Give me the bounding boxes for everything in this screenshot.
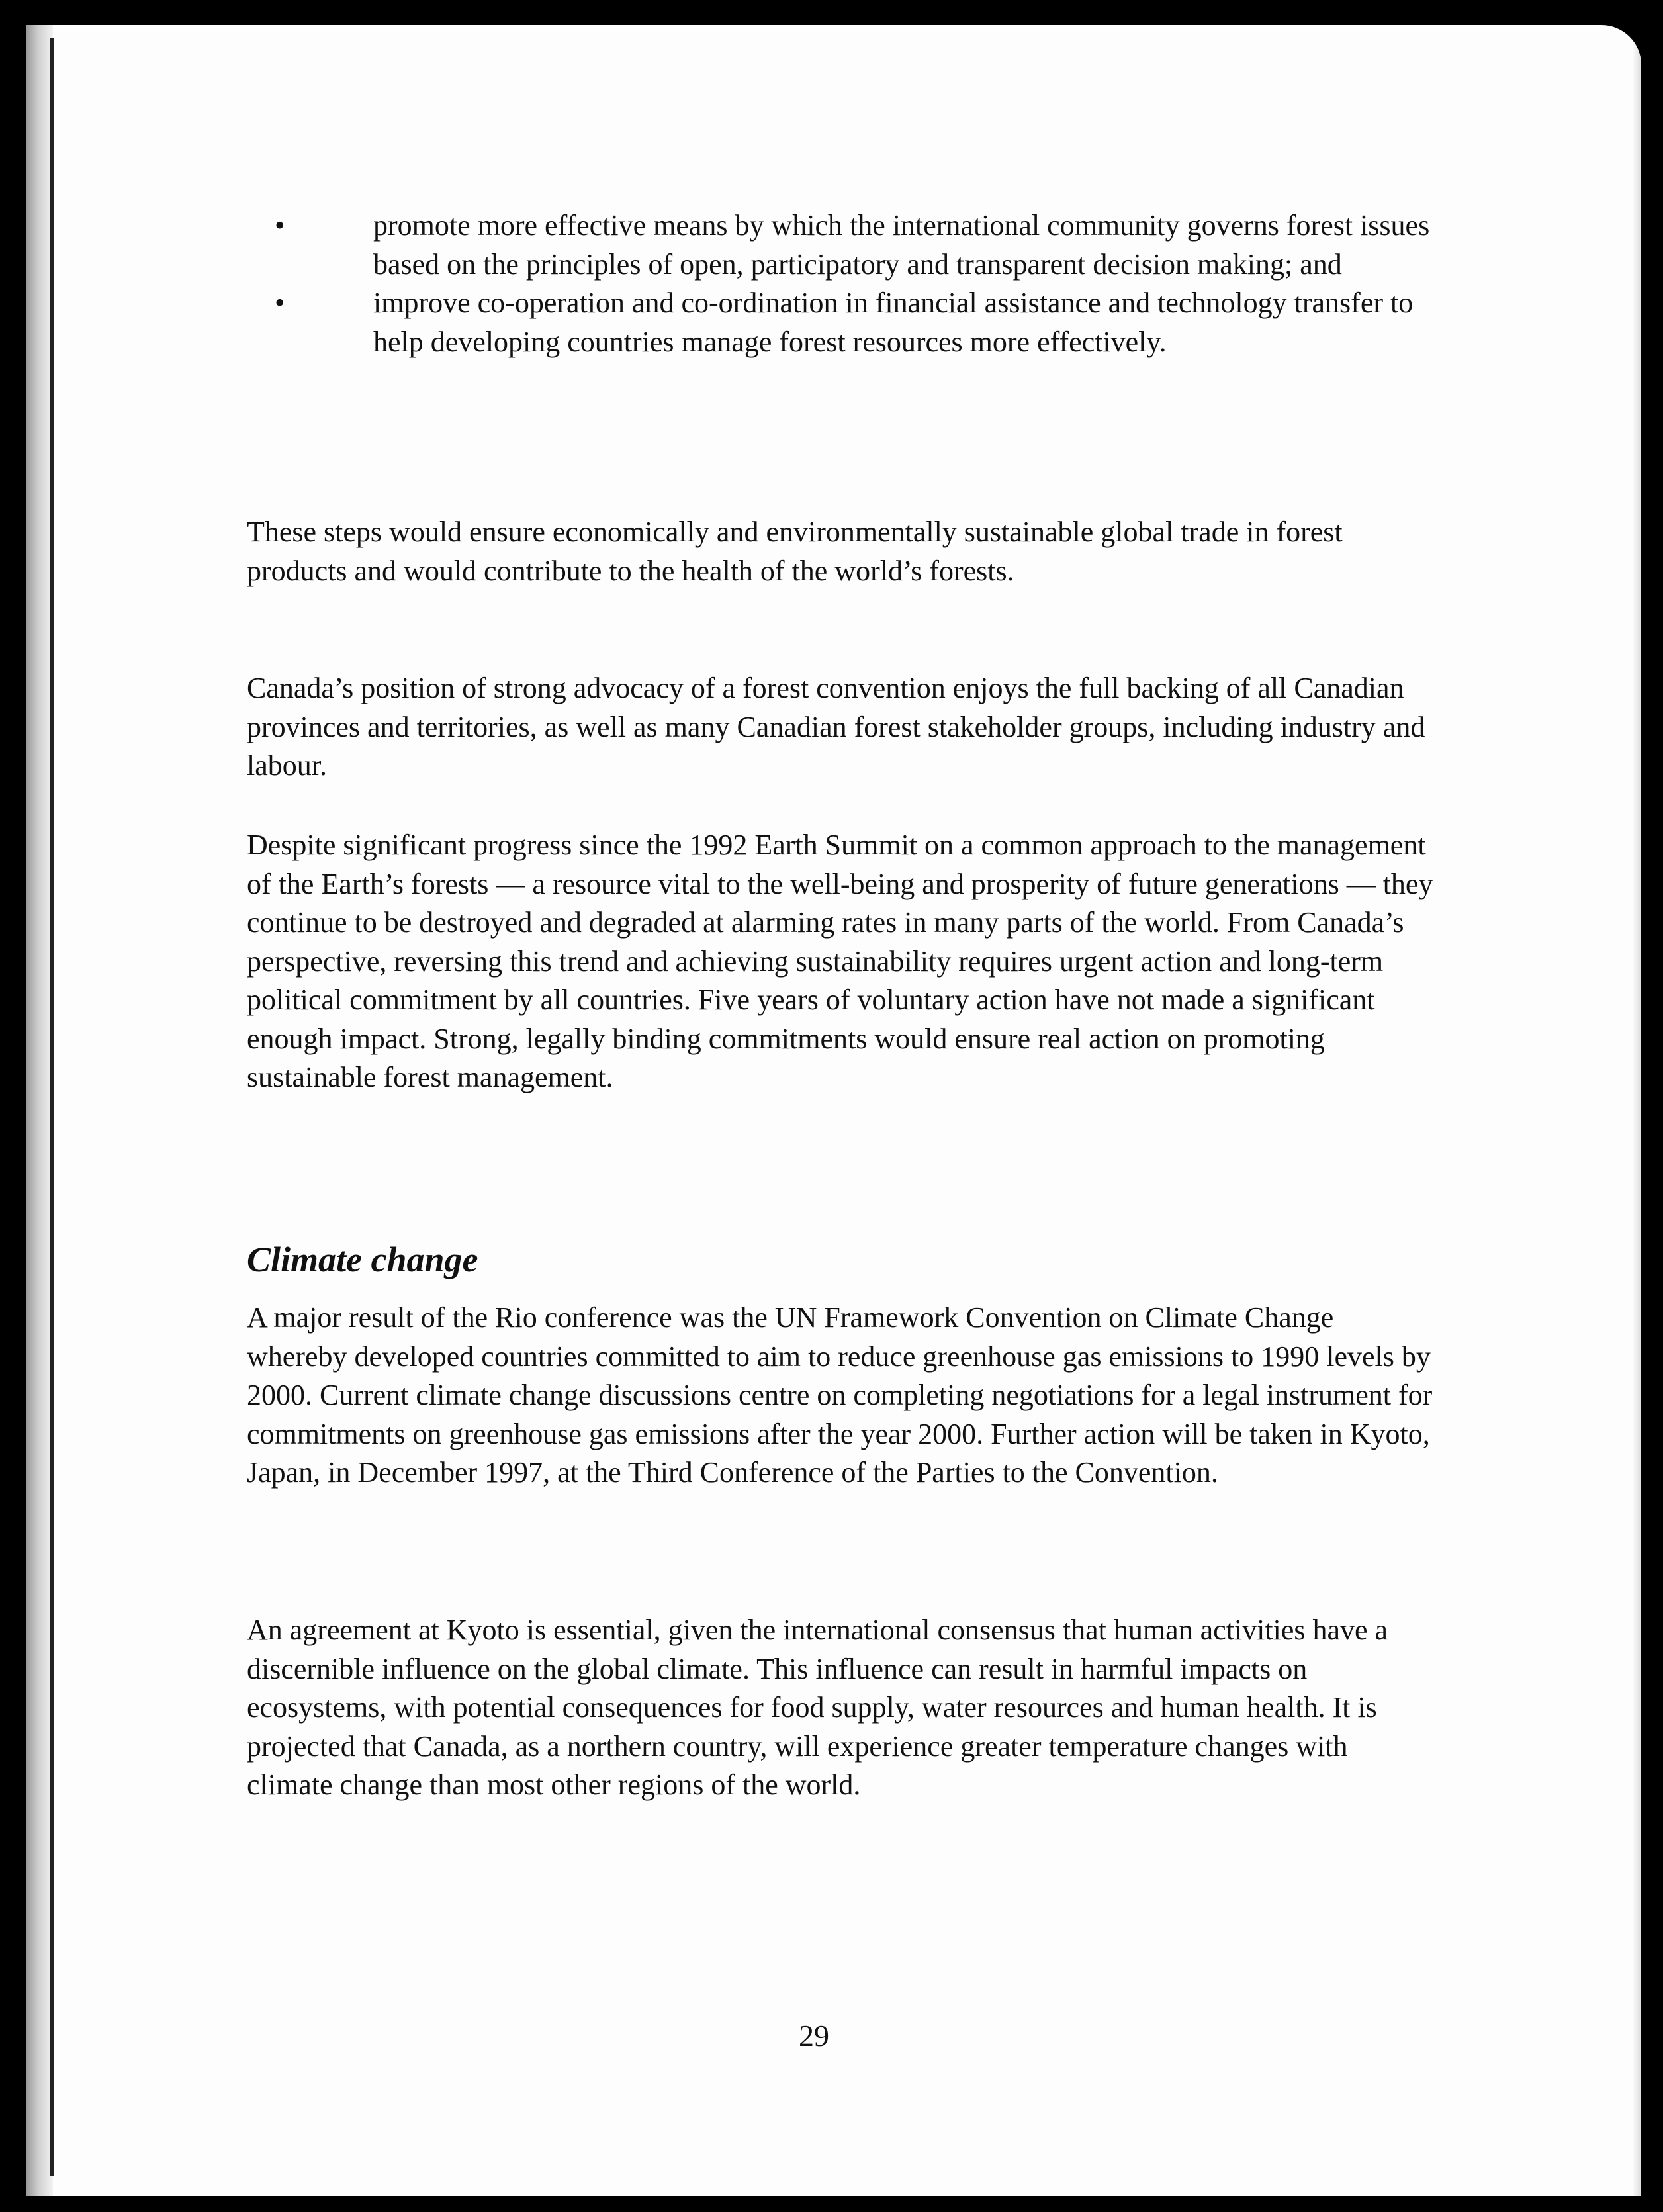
- binding-edge: [50, 38, 54, 2176]
- paragraph-earth-summit: Despite significant progress since the 1992 Earth Summit on a common approach to the management of the Earth’s forests — a resource vital to the well-being and prosperity of future generations — they continue to be destroyed and degraded at alarming rates in many parts of the world. From Canada’s perspective, reversing this trend and achieving sustainability requires urgent action and long-term political commitment by all countries. Five years of voluntary action have not made a significant enough impact. Strong, legally binding commitments would ensure real action on promoting sustainable forest management.: [247, 829, 1433, 1093]
- bullet-icon: •: [275, 287, 285, 319]
- paragraph-canada-position: Canada’s position of strong advocacy of a forest convention enjoys the full backing of all Canadian provinces and territories, as well as many Canadian forest stakeholder groups, including industry and labour.: [247, 672, 1425, 782]
- binding-shadow: [26, 25, 53, 2196]
- bullet-list: [247, 207, 1438, 361]
- page-right-edge: [1632, 25, 1641, 2196]
- paragraph-rio-conference: A major result of the Rio conference was the UN Framework Convention on Climate Change whereby developed countries committed to aim to reduce greenhouse gas emissions to 1990 levels by 2000. Current climate change discussions centre on completing negotiations for a legal instrument for commitments on greenhouse gas emissions after the year 2000. Further action will be taken in Kyoto, Japan, in December 1997, at the Third Conference of the Parties to the Convention.: [247, 1301, 1433, 1489]
- document-page: [26, 25, 1641, 2196]
- page-number: 29: [799, 2019, 829, 2052]
- bullet-text: promote more effective means by which the international community governs forest issues based on the principles of open, participatory and transparent decision making; and: [373, 209, 1430, 281]
- bullet-item: [247, 207, 1438, 284]
- bullet-item: [247, 284, 1438, 361]
- section-heading: Climate change: [247, 1240, 478, 1279]
- paragraph-sustainable-trade: These steps would ensure economically and environmentally sustainable global trade in forest products and would contribute to the health of the world’s forests.: [247, 516, 1343, 587]
- bullet-text: improve co-operation and co-ordination in financial assistance and technology transfer to help developing countries manage forest resources more effectively.: [373, 287, 1414, 358]
- bullet-icon: •: [275, 209, 285, 242]
- paragraph-kyoto-agreement: An agreement at Kyoto is essential, given the international consensus that human activities have a discernible influence on the global climate. This influence can result in harmful impacts on ecosystems, with potential consequences for food supply, water resources and human health. It is projected that Canada, as a northern country, will experience greater temperature changes with climate change than most other regions of the world.: [247, 1614, 1388, 1801]
